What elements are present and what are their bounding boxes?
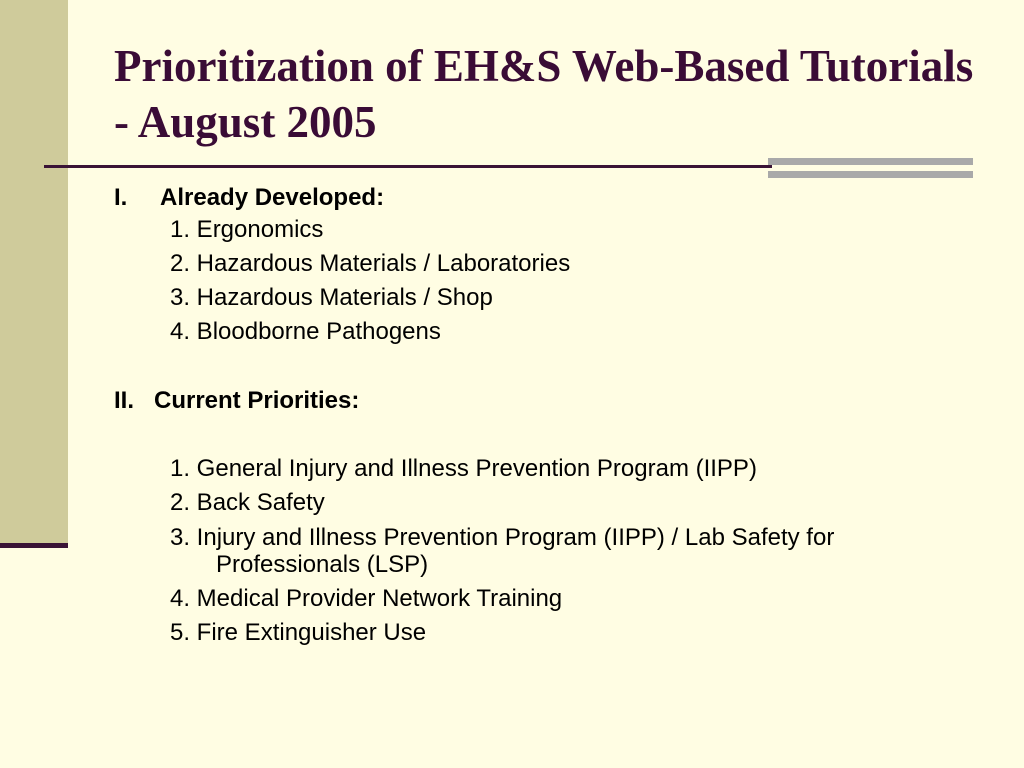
section-heading-current-priorities bbox=[114, 387, 359, 415]
list-item: 1. Ergonomics bbox=[170, 216, 324, 243]
list-item: 2. Hazardous Materials / Laboratories bbox=[170, 250, 571, 277]
section-numeral: II. bbox=[114, 387, 135, 414]
slide-title: Prioritization of EH&S Web-Based Tutorials - August 2005 bbox=[114, 41, 974, 147]
list-item: 1. General Injury and Illness Prevention Program (IIPP) bbox=[170, 455, 757, 482]
list-item bbox=[170, 524, 970, 578]
section-heading-text: Already Developed: bbox=[160, 184, 385, 211]
list-item: 2. Back Safety bbox=[170, 489, 325, 516]
section-heading-text: Current Priorities: bbox=[154, 387, 360, 414]
list-item: 5. Fire Extinguisher Use bbox=[170, 619, 427, 646]
section-heading-already-developed bbox=[114, 184, 384, 212]
section-numeral: I. bbox=[114, 184, 128, 211]
list-item: 3. Hazardous Materials / Shop bbox=[170, 284, 493, 311]
list-item: 4. Bloodborne Pathogens bbox=[170, 318, 441, 345]
list-item: 4. Medical Provider Network Training bbox=[170, 585, 563, 612]
list-item-text: 3. Injury and Illness Prevention Program (IIPP) / Lab Safety for Professionals (LSP) bbox=[170, 524, 835, 578]
